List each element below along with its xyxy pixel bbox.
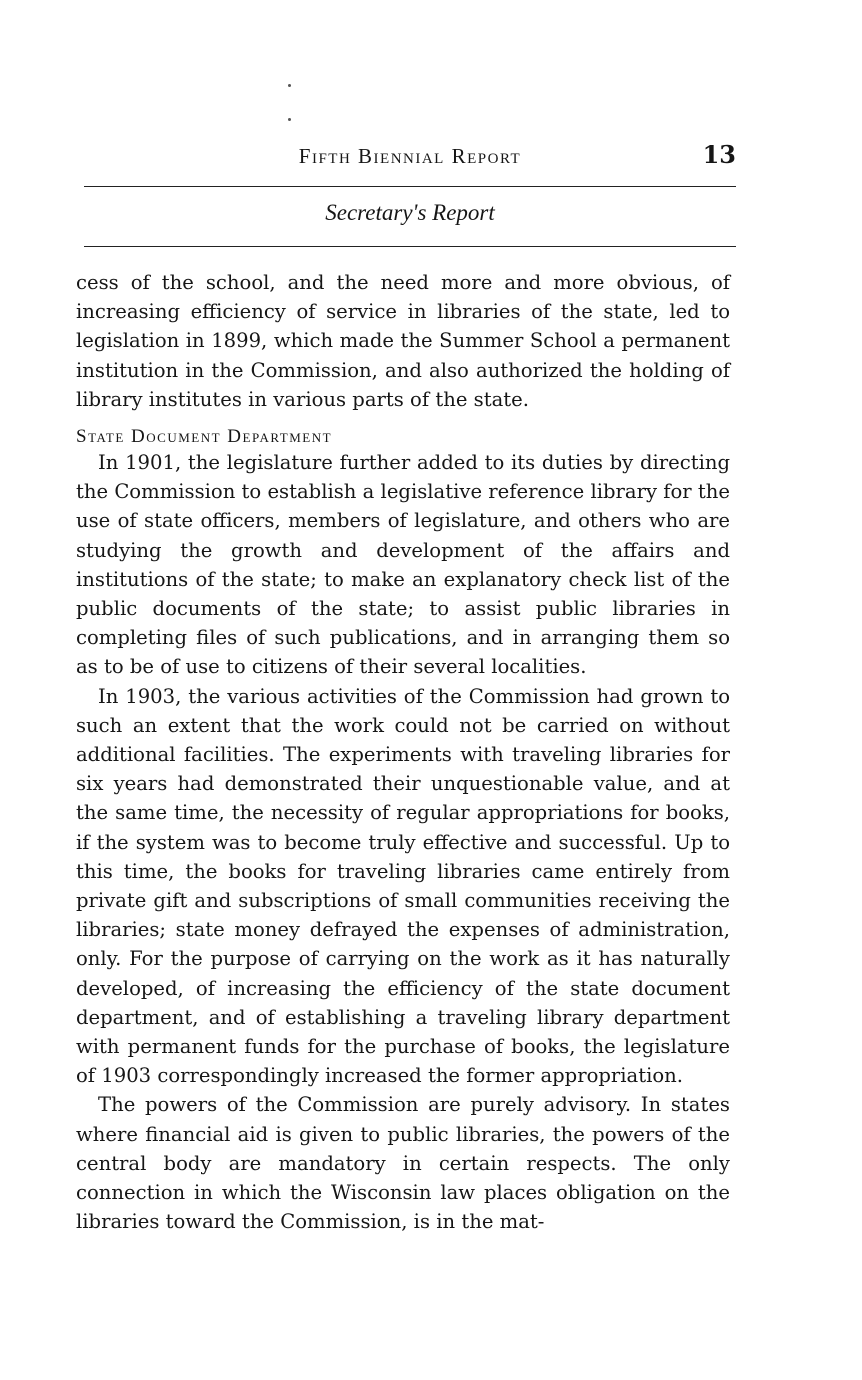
paragraph: In 1903, the various activities of the Commission had grown to such an extent that the work could not be carried on without additional facilities. The experiments with traveling libraries for six years had demonstrated their unquestionable value, and at the same time, the necessity of regular appropriations for books, if the system was to become truly effective and successful. Up to this time, the books for traveling libraries came entirely from private gift and subscriptions of small communities receiving the libraries; state money defrayed the expenses of administration, only. For the purpose of carrying on the work as it has naturally developed, of increasing the efficiency of the state document department, and of establishing a traveling library department with permanent funds for the purchase of books, the legislature of 1903 correspondingly increased the former appropriation. [76, 684, 730, 1088]
body-text [76, 268, 730, 1237]
page-number: 13 [702, 140, 736, 169]
paragraph: The powers of the Commission are purely advisory. In states where financial aid is given to public libraries, the powers of the central body are mandatory in certain respects. The only connection in which the Wisconsin law places obligation on the libraries toward the Commission, is in the mat- [76, 1093, 730, 1234]
scan-speck [288, 118, 291, 121]
header-rule-top [84, 186, 736, 187]
section-title: Secretary's Report [325, 200, 495, 225]
running-title: Fifth Biennial Report [298, 144, 522, 168]
paragraph-continued: cess of the school, and the need more and more obvious, of increasing efficiency of service in libraries of the state, led to legislation in 1899, which made the Summer School a permanent institution in the Commission, and also authorized the holding of library institutes in various parts of the state. [76, 271, 730, 411]
paragraph: In 1901, the legislature further added to its duties by directing the Commission to establish a legislative reference library for the use of state officers, members of legislature, and others who are studying the growth and development of the affairs and institutions of the state; to make an explanatory check list of the public documents of the state; to assist public libraries in completing files of such publications, and in arranging them so as to be of use to citizens of their several localities. [76, 451, 730, 679]
scan-speck [288, 84, 291, 87]
section-heading: State Document Department [76, 426, 333, 448]
running-header [84, 140, 736, 172]
header-rule-bottom [84, 246, 736, 247]
